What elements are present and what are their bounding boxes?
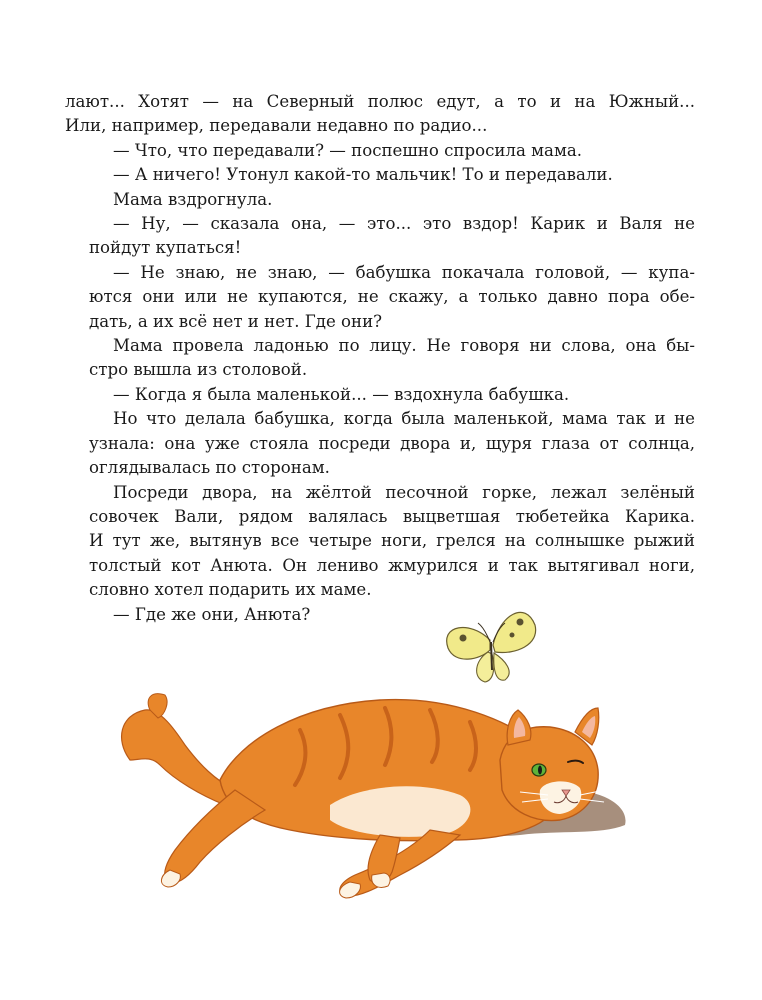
text-line: Посреди двора, на жёлтой песочной горке, лежал зелёный: [113, 482, 695, 502]
paragraph: [65, 163, 695, 187]
text-line: — Что, что передавали? — поспешно спросила мама.: [113, 140, 583, 160]
butterfly-icon: [447, 612, 536, 682]
text-line: — Не знаю, не знаю, — бабушка покачала головой, — купа-: [113, 262, 695, 282]
paragraph: [65, 261, 695, 334]
text-line: совочек Вали, рядом валялась выцветшая тюбетейка Карика.: [89, 506, 695, 526]
text-line: словно хотел подарить их маме.: [89, 580, 372, 600]
text-line: Мама вздрогнула.: [113, 189, 273, 209]
paragraph: [65, 139, 695, 163]
cat-icon: [122, 694, 605, 898]
text-line: — А ничего! Утонул какой-то мальчик! То и передавали.: [113, 165, 613, 185]
paragraph: [65, 90, 695, 139]
text-line: пойдут купаться!: [89, 238, 242, 258]
text-line: — Когда я была маленькой... — вздохнула бабушка.: [113, 384, 570, 404]
text-line: стро вышла из столовой.: [89, 360, 308, 380]
paragraph: [65, 481, 695, 603]
text-line: лают... Хотят — на Северный полюс едут, а то и на Южный...: [65, 92, 695, 111]
text-line: дать, а их всё нет и нет. Где они?: [89, 311, 383, 331]
text-line: толстый кот Анюта. Он лениво жмурился и так вытягивал ноги,: [89, 555, 695, 575]
text-line: Но что делала бабушка, когда была маленькой, мама так и не: [113, 409, 695, 429]
text-line: оглядывалась по сторонам.: [89, 458, 330, 478]
paragraph: [65, 334, 695, 383]
text-line: Мама провела ладонью по лицу. Не говоря ни слова, она бы-: [113, 336, 695, 356]
story-text: [65, 90, 695, 627]
text-line: Или, например, передавали недавно по радио...: [65, 116, 488, 136]
paragraph: [65, 383, 695, 407]
text-line: И тут же, вытянув все четыре ноги, грелся на солнышке рыжий: [89, 531, 695, 551]
cat-illustration: [0, 590, 762, 930]
text-line: — Ну, — сказала она, — это... это вздор! Карик и Валя не: [113, 214, 695, 234]
text-line: узнала: она уже стояла посреди двора и, щуря глаза от солнца,: [89, 433, 695, 453]
paragraph: [65, 212, 695, 261]
text-line: — Где же они, Анюта?: [113, 604, 311, 624]
text-line: ются они или не купаются, не скажу, а только давно пора обе-: [89, 287, 695, 307]
paragraph: [65, 407, 695, 480]
paragraph: [65, 188, 695, 212]
